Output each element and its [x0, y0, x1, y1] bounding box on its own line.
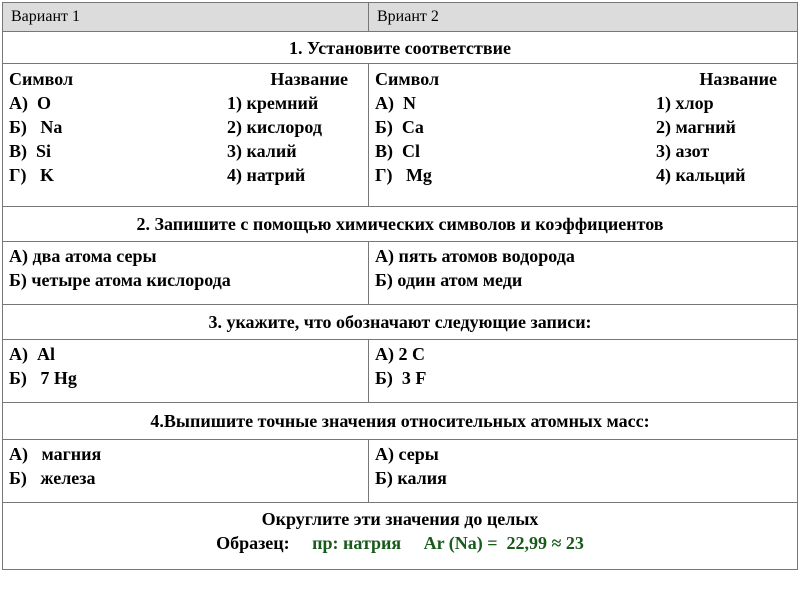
task1-variant2-cell	[369, 64, 798, 207]
task4-v1-line-a: А) магния	[9, 444, 102, 464]
v1-col-symbol: Символ	[9, 69, 74, 89]
sample-example: пр: натрия Ar (Na) = 22,99 ≈ 23	[312, 533, 584, 553]
task2-v1-line-b: Б) четыре атома кислорода	[9, 270, 231, 290]
task4-row	[3, 440, 798, 503]
footer-cell	[3, 503, 798, 570]
task2-v1-line-a: А) два атома серы	[9, 246, 157, 266]
variant2-header: Вриант 2	[369, 3, 798, 32]
v2-sym-3: Г) Mg	[375, 165, 432, 185]
task1-title-row	[3, 32, 798, 64]
task4-v2-line-a: А) серы	[375, 444, 439, 464]
task3-title: 3. укажите, что обозначают следующие записи:	[3, 305, 798, 340]
task3-title-row	[3, 305, 798, 340]
task1-variant1-cell	[3, 64, 369, 207]
task4-title-row	[3, 403, 798, 440]
footer-instruction: Округлите эти значения до целых	[261, 509, 539, 529]
v1-sym-2: В) Si	[9, 141, 52, 161]
v2-name-2: 3) азот	[656, 141, 710, 161]
v2-col-symbol: Символ	[375, 69, 440, 89]
v2-name-1: 2) магний	[656, 117, 736, 137]
task2-variant1-cell	[3, 242, 369, 305]
v2-sym-0: А) N	[375, 93, 416, 113]
footer-sample	[9, 531, 791, 555]
task4-variant2-cell	[369, 440, 798, 503]
task2-title-row	[3, 207, 798, 242]
task4-title: 4.Выпишите точные значения относительных атомных масс:	[3, 403, 798, 440]
v1-name-3: 4) натрий	[227, 165, 306, 185]
task3-v2-line-a: А) 2 C	[375, 344, 425, 364]
variant1-header: Вариант 1	[3, 3, 369, 32]
task4-v2-line-b: Б) калия	[375, 468, 447, 488]
task4-v1-line-b: Б) железа	[9, 468, 96, 488]
v2-sym-1: Б) Са	[375, 117, 424, 137]
v1-sym-3: Г) K	[9, 165, 54, 185]
task3-v1-line-b: Б) 7 Hg	[9, 368, 77, 388]
worksheet-table	[2, 2, 798, 570]
task3-variant2-cell	[369, 340, 798, 403]
task3-variant1-cell	[3, 340, 369, 403]
v2-col-name: Название	[699, 69, 777, 89]
v1-sym-0: А) O	[9, 93, 51, 113]
task3-row	[3, 340, 798, 403]
task4-variant1-cell	[3, 440, 369, 503]
sample-label: Образец:	[216, 533, 290, 553]
task2-row	[3, 242, 798, 305]
v2-name-0: 1) хлор	[656, 93, 714, 113]
v2-sym-2: В) Cl	[375, 141, 420, 161]
v1-col-name: Название	[270, 69, 348, 89]
v1-name-0: 1) кремний	[227, 93, 319, 113]
v1-name-1: 2) кислород	[227, 117, 322, 137]
task2-variant2-cell	[369, 242, 798, 305]
footer-row	[3, 503, 798, 570]
v1-name-2: 3) калий	[227, 141, 297, 161]
task3-v2-line-b: Б) 3 F	[375, 368, 427, 388]
task2-title: 2. Запишите с помощью химических символов и коэффициентов	[3, 207, 798, 242]
v1-sym-1: Б) Na	[9, 117, 63, 137]
task1-title: 1. Установите соответствие	[3, 32, 798, 64]
header-row	[3, 3, 798, 32]
task1-row	[3, 64, 798, 207]
v2-name-3: 4) кальций	[656, 165, 746, 185]
task2-v2-line-a: А) пять атомов водорода	[375, 246, 575, 266]
task3-v1-line-a: А) Al	[9, 344, 55, 364]
task2-v2-line-b: Б) один атом меди	[375, 270, 523, 290]
